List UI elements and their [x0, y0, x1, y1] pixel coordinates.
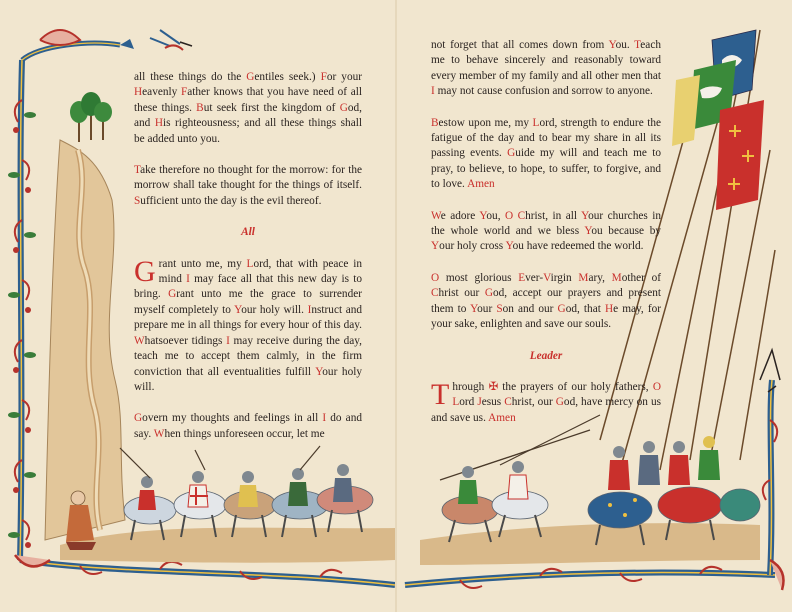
rubric-letter: Amen [488, 411, 516, 424]
right-paragraph-2 [431, 116, 661, 193]
rubric-letter: G [168, 288, 177, 301]
rubric-letter: H [154, 117, 163, 130]
text-run: irgin [550, 271, 579, 284]
rubric-letter: O [431, 271, 440, 284]
text-run: or your [326, 71, 362, 83]
left-paragraph-4 [134, 411, 362, 442]
left-page-text [134, 70, 362, 442]
text-run: our holy cross [439, 240, 506, 253]
text-run: rant unto me the grace to surrender myself completely to [134, 288, 363, 316]
rubric-letter: I [431, 85, 435, 98]
rubric-letter: W [134, 334, 145, 347]
text-run: ou, [486, 209, 505, 222]
text-run: our holy will. [134, 365, 363, 393]
rubric-letter: Y [584, 225, 592, 238]
rubric-letter: I [322, 412, 327, 425]
rubric-letter: Y [479, 209, 487, 222]
text-run: our holy will. [241, 303, 308, 316]
rubric-letter: Y [608, 39, 616, 51]
text-run: nstruct and prepare me in all things for every hour of this day. [134, 303, 363, 332]
rubric-letter: Y [505, 240, 513, 253]
rubric-letter: E [518, 271, 526, 284]
rubric-letter: Y [581, 209, 589, 222]
left-paragraph-2 [134, 163, 362, 209]
right-paragraph-4 [431, 271, 661, 333]
left-paragraph-3-body [134, 254, 363, 393]
text-run: ary, [588, 271, 612, 284]
text-run: most glorious [439, 271, 519, 284]
rubric-letter: G [246, 71, 255, 83]
rubric-letter: M [611, 271, 622, 284]
text-run: ou have redeemed the world. [512, 240, 644, 253]
text-run: not forget that all comes down from [431, 39, 609, 51]
rubric-letter: H [134, 86, 143, 99]
rubric-letter: G [134, 412, 143, 425]
rubric-letter: V [543, 271, 551, 284]
rubric-letter: T [634, 39, 641, 51]
text-run: eavenly [142, 86, 181, 99]
text-run: may face all that this new day is to bring. [134, 273, 362, 301]
text-run: od, accept our prayers and present them to [431, 287, 661, 315]
rubric-letter: G [507, 147, 516, 160]
right-paragraph-1 [431, 38, 661, 100]
text-run: ord, strength to endure the fatigue of the day and to bear my share in all its passing events. [431, 116, 662, 160]
heading-leader: Leader [529, 349, 563, 362]
rubric-letter: T [134, 164, 141, 177]
left-paragraph-1 [134, 70, 362, 147]
rubric-letter: O L [452, 380, 661, 409]
rubric-letter: Y [315, 365, 323, 378]
rubric-letter: F [320, 71, 327, 83]
rubric-letter: M [578, 271, 589, 284]
right-paragraph-5-body [431, 377, 661, 424]
text-run: overn my thoughts and feelings in all [142, 412, 323, 425]
text-run: hen things unforeseen occur, let me [164, 427, 325, 440]
text-run: may not cause confusion and sorrow to anyone. [434, 85, 653, 98]
right-paragraph-5 [431, 377, 661, 426]
rubric-letter: Y [470, 302, 478, 315]
rubric-letter: ✠ [488, 380, 499, 393]
text-run: hrough [452, 380, 489, 393]
text-run: ver- [525, 271, 544, 284]
text-run: ake therefore no thought for the morrow: for the morrow shall take thought for the things of itself. [134, 164, 362, 192]
text-run: esus [481, 396, 505, 409]
right-paragraph-3 [431, 209, 661, 255]
text-run: hrist our [438, 287, 485, 300]
trees-icon [70, 92, 112, 142]
rubric-letter: S [496, 302, 503, 315]
text-run: e adore [440, 209, 480, 222]
text-run: ord, that with peace in mind [158, 257, 362, 286]
text-run: e may, for your sake, enlighten and save our souls. [431, 302, 662, 331]
text-run: estow upon me, my [438, 116, 533, 129]
text-run: ut seek first the kingdom of [203, 101, 340, 114]
rubric-letter: B [196, 101, 204, 114]
text-run: hatsoever tidings [144, 334, 227, 347]
right-page-text [431, 38, 661, 426]
rubric-letter: Amen [467, 178, 495, 191]
text-run: each me to behave sincerely and reasonably toward every member of my family and all other men that [431, 39, 661, 82]
text-run: our [477, 302, 497, 315]
rubric-letter: F [180, 86, 188, 99]
dropcap-g: G [134, 254, 156, 288]
rubric-letter: C [431, 287, 439, 300]
text-run: ather knows that you have need of all these things. [134, 86, 362, 114]
text-run: hrist, our [511, 396, 556, 409]
rubric-letter: C [504, 396, 512, 409]
text-run: ufficient unto the day is the evil thereof. [140, 194, 322, 207]
text-run: uide my will and teach me to pray, to believe, to hope, to suffer, to forgive, and to love. [431, 147, 661, 191]
rubric-letter: B [431, 116, 439, 129]
text-run: ord [459, 396, 478, 409]
rubric-letter: W [431, 209, 441, 222]
text-run: on and our [502, 302, 558, 315]
text-run: rant unto me, my [158, 257, 247, 270]
dropcap-t: T [431, 377, 450, 411]
text-run: may receive during the day, teach me to accept them calmly, in the firm conviction that all eventualities fulfill [134, 334, 362, 378]
left-paragraph-3 [134, 254, 363, 396]
rubric-letter: L [532, 116, 540, 129]
rubric-letter: J [477, 396, 482, 409]
rubric-letter: S [134, 194, 141, 207]
rubric-letter: G [555, 396, 564, 409]
text-run: hrist, in all [525, 209, 582, 222]
text-run: all these things do the [134, 71, 247, 83]
rubric-letter: I [226, 334, 230, 347]
hill-illustration [45, 92, 125, 540]
rubric-letter: L [246, 257, 254, 270]
text-run: ou because by [591, 225, 661, 238]
rubric-letter: G [339, 101, 348, 114]
rubric-letter: Y [234, 303, 242, 316]
rubric-letter: Y [431, 240, 440, 253]
rubric-letter: H [604, 302, 614, 315]
text-run: other of [621, 271, 661, 284]
heading-all: All [241, 226, 255, 239]
right-procession-illustration [420, 415, 760, 565]
rubric-letter: W [153, 427, 165, 440]
text-run: our churches in the whole world and we bless [431, 209, 661, 238]
text-run: the prayers of our holy fathers, [498, 380, 653, 393]
rubric-letter: O C [504, 209, 526, 222]
text-run: is righteousness; and all these things shall be added unto you. [134, 117, 362, 145]
text-run: od, that [565, 302, 605, 315]
text-run: entiles seek.) [254, 71, 321, 83]
text-run: ou. [615, 39, 635, 51]
rubric-letter: G [484, 287, 493, 300]
text-run: do and say. [134, 412, 362, 440]
rubric-letter: I [186, 273, 190, 286]
text-run: od, have mercy on us and save us. [431, 396, 661, 424]
rubric-letter: G [557, 302, 566, 315]
rubric-letter: I [307, 303, 312, 316]
text-run: od, and [134, 101, 362, 130]
